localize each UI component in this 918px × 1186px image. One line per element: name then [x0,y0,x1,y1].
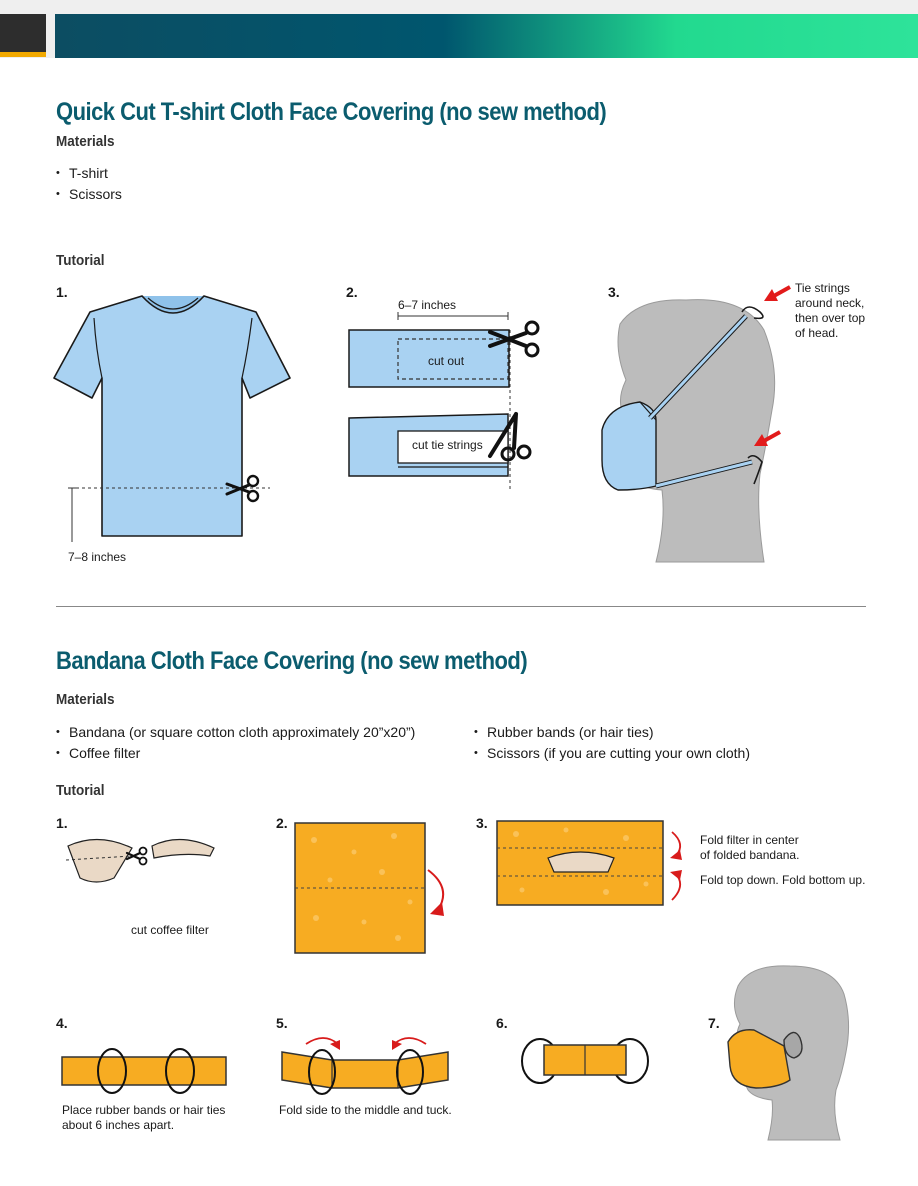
fold-filter-caption [700,833,799,863]
strip-with-bands-illustration [60,1046,230,1098]
header-dark-block [0,14,46,54]
finished-covering-illustration [518,1036,652,1086]
place-bands-caption [62,1103,225,1133]
step-number: 6. [496,1015,508,1031]
header-band [0,0,918,58]
scissors-icon [486,412,532,464]
material-item: • Rubber bands (or hair ties) [487,724,654,740]
fold-sides-illustration [280,1030,452,1100]
section2-materials-heading: Materials [56,691,115,708]
section2-title: Bandana Cloth Face Covering (no sew method) [56,647,528,675]
section-divider [56,606,866,607]
step-number: 2. [276,815,288,831]
header-gradient-bar [55,14,918,58]
caption-line: then over top [795,311,866,325]
material-item: • T-shirt [69,165,108,181]
caption-line: Fold filter in center [700,833,799,847]
step-number: 2. [346,284,358,300]
fold-sides-caption: Fold side to the middle and tuck. [279,1103,452,1117]
material-item: • Bandana (or square cotton cloth approximately 20”x20”) [69,724,415,740]
header-orange-accent [0,52,46,57]
caption-line: Tie strings [795,281,850,295]
caption-line: Place rubber bands or hair ties [62,1103,226,1117]
head-with-bandana-illustration [724,962,854,1142]
tie-strings-caption [795,281,865,341]
folded-bandana-illustration [496,820,696,910]
section1-materials-heading: Materials [56,133,115,150]
cut-filter-caption: cut coffee filter [131,923,209,937]
step-number: 5. [276,1015,288,1031]
step-number: 1. [56,284,68,300]
cut-out-label: cut out [428,354,465,368]
scissors-icon [488,318,544,362]
cut-strings-label: cut tie strings [412,438,483,452]
section1-tutorial-heading: Tutorial [56,252,105,269]
material-item: • Scissors (if you are cutting your own cloth) [487,745,750,761]
step-number: 7. [708,1015,720,1031]
material-item: • Coffee filter [69,745,140,761]
caption-line: of head. [795,326,839,340]
scissors-icon [225,472,265,504]
caption-line: around neck, [795,296,865,310]
dimension-label: 6–7 inches [398,298,457,312]
material-item: • Scissors [69,186,122,202]
arrow-icon [762,283,792,307]
bandana-square-illustration [294,822,454,954]
tshirt-measure-label: 7–8 inches [68,550,127,564]
step-number: 3. [476,815,488,831]
caption-line: about 6 inches apart. [62,1118,175,1132]
step-number: 1. [56,815,68,831]
step-number: 3. [608,284,620,300]
section2-tutorial-heading: Tutorial [56,782,105,799]
tshirt-illustration [50,290,290,555]
arrow-icon [752,428,782,452]
fold-top-caption: Fold top down. Fold bottom up. [700,873,866,887]
section1-title: Quick Cut T-shirt Cloth Face Covering (no sew method) [56,98,607,126]
scissors-icon [125,846,151,866]
step-number: 4. [56,1015,68,1031]
caption-line: of folded bandana. [700,848,800,862]
